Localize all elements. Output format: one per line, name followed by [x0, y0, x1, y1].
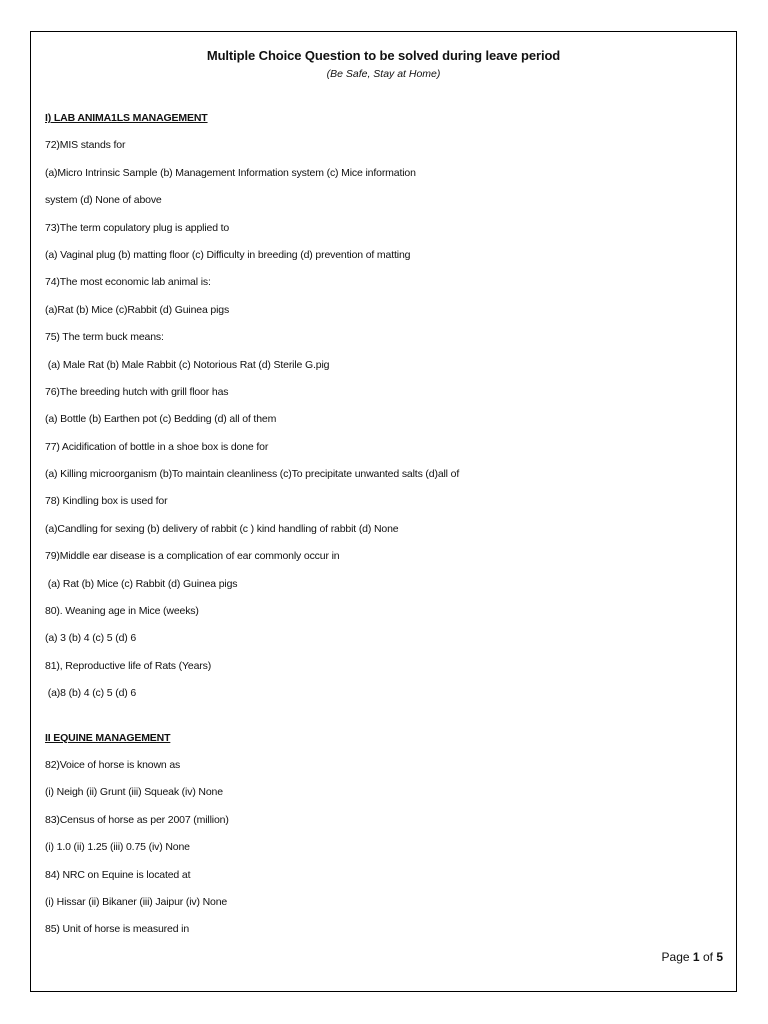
question-line: 80). Weaning age in Mice (weeks): [45, 605, 199, 618]
option-line: (a)Rat (b) Mice (c)Rabbit (d) Guinea pigs: [45, 303, 230, 316]
section-heading-lab-animals: I) LAB ANIMA1LS MANAGEMENT: [45, 112, 208, 124]
page-current: 1: [692, 950, 700, 964]
page-of-word: of: [702, 950, 713, 964]
section-spacer: [45, 714, 726, 731]
page-total: 5: [716, 950, 723, 964]
option-line: system (d) None of above: [45, 194, 162, 207]
question-line: 85) Unit of horse is measured in: [45, 923, 190, 936]
question-line: 74)The most economic lab animal is:: [45, 276, 211, 289]
question-line: 78) Kindling box is used for: [45, 495, 168, 508]
question-line: 79)Middle ear disease is a complication of ear commonly occur in: [45, 550, 340, 563]
option-line: (a) 3 (b) 4 (c) 5 (d) 6: [45, 632, 137, 645]
option-line: (a)Micro Intrinsic Sample (b) Management Information system (c) Mice information: [45, 166, 416, 179]
option-line: (a) Rat (b) Mice (c) Rabbit (d) Guinea pigs: [45, 577, 238, 590]
question-line: 73)The term copulatory plug is applied to: [45, 221, 230, 234]
question-line: 83)Census of horse as per 2007 (million): [45, 813, 229, 826]
question-line: 76)The breeding hutch with grill floor has: [45, 385, 229, 398]
document-title: Multiple Choice Question to be solved during leave period: [206, 48, 561, 63]
document-subtitle: (Be Safe, Stay at Home): [326, 68, 441, 80]
page-number: [662, 950, 723, 964]
document-body: [45, 111, 726, 950]
section-heading-equine: II EQUINE MANAGEMENT: [45, 731, 171, 744]
question-line: 81), Reproductive life of Rats (Years): [45, 659, 212, 672]
question-line: 75) The term buck means:: [45, 331, 164, 344]
option-line: (i) Neigh (ii) Grunt (iii) Squeak (iv) None: [45, 786, 223, 799]
option-line: (a)8 (b) 4 (c) 5 (d) 6: [45, 687, 137, 700]
option-line: (i) 1.0 (ii) 1.25 (iii) 0.75 (iv) None: [45, 841, 190, 854]
question-line: 72)MIS stands for: [45, 139, 126, 152]
option-line: (a)Candling for sexing (b) delivery of rabbit (c ) kind handling of rabbit (d) None: [45, 522, 399, 535]
option-line: (a) Male Rat (b) Male Rabbit (c) Notorious Rat (d) Sterile G.pig: [45, 358, 330, 371]
question-line: 82)Voice of horse is known as: [45, 758, 181, 771]
question-line: 84) NRC on Equine is located at: [45, 868, 191, 881]
page-word: Page: [661, 950, 690, 964]
document-page: [30, 31, 737, 992]
question-line: 77) Acidification of bottle in a shoe box is done for: [45, 440, 269, 453]
option-line: (a) Bottle (b) Earthen pot (c) Bedding (d) all of them: [45, 413, 277, 426]
option-line: (i) Hissar (ii) Bikaner (iii) Jaipur (iv) None: [45, 895, 228, 908]
option-line: (a) Killing microorganism (b)To maintain cleanliness (c)To precipitate unwanted salts (d)all of: [45, 468, 460, 481]
option-line: (a) Vaginal plug (b) matting floor (c) Difficulty in breeding (d) prevention of matting: [45, 248, 411, 261]
